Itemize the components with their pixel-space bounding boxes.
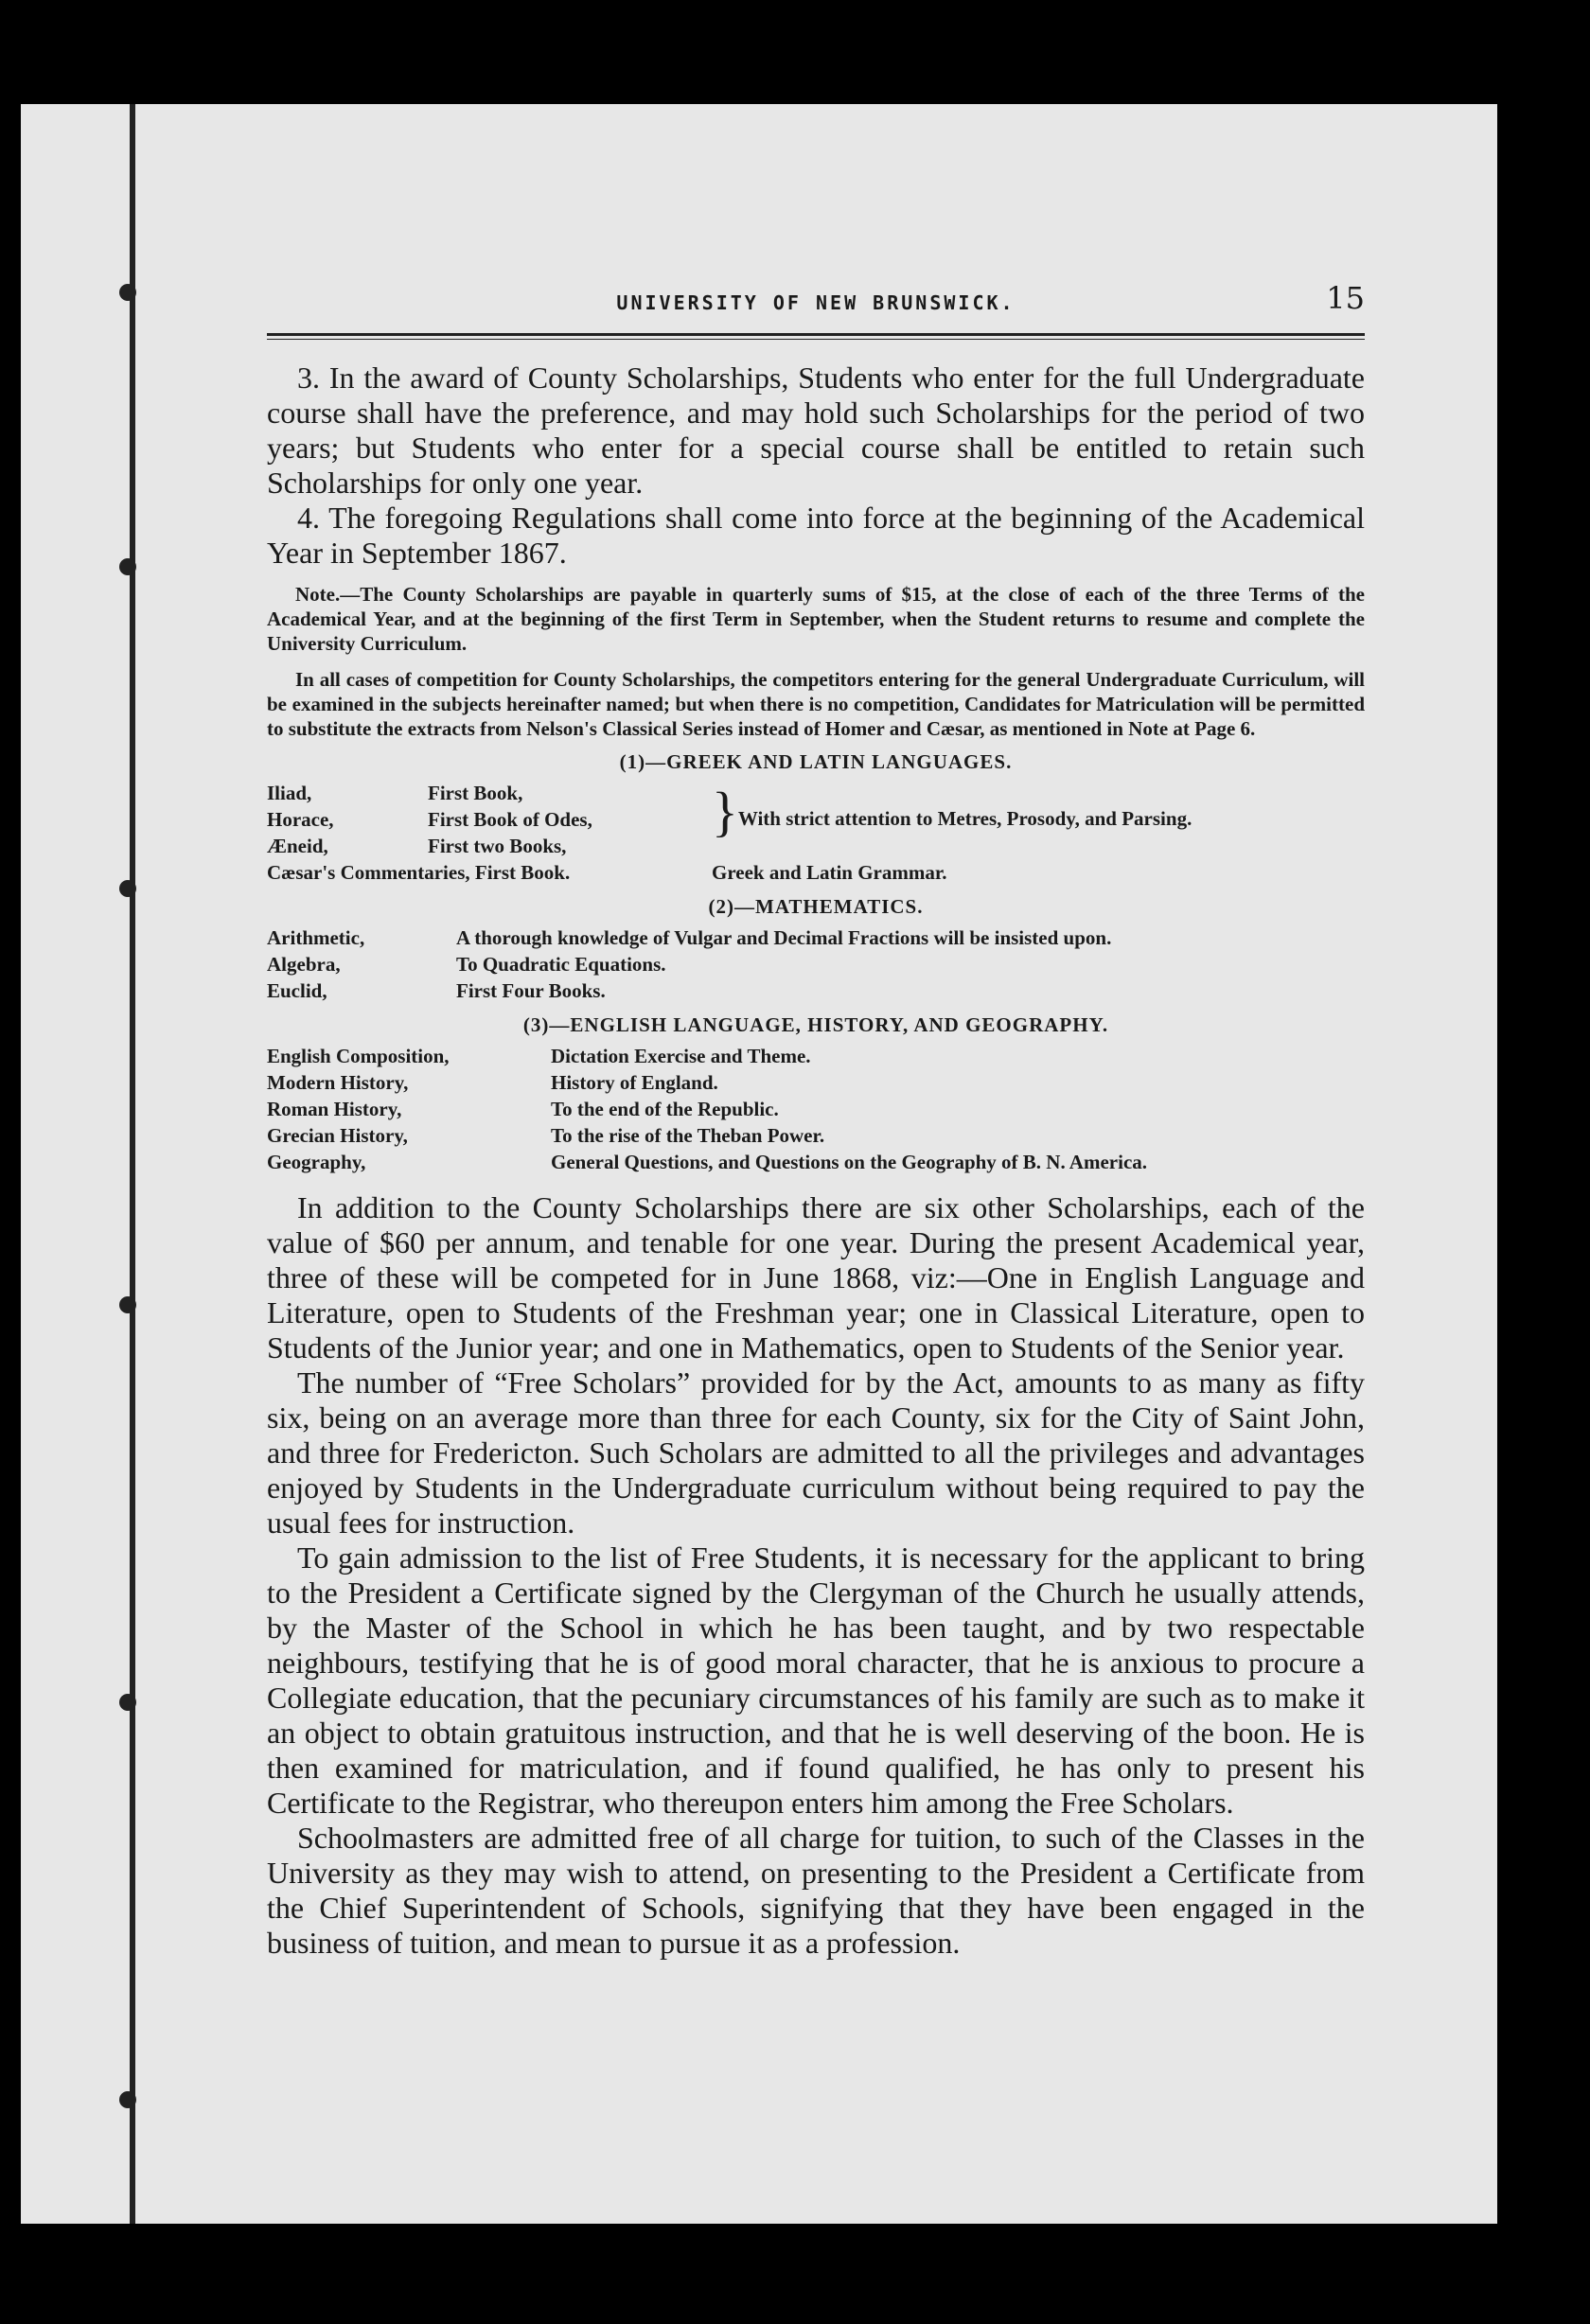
- section-title: (2)—MATHEMATICS.: [708, 895, 924, 918]
- detail-cell: Dictation Exercise and Theme.: [551, 1045, 811, 1067]
- header-title: UNIVERSITY OF NEW BRUNSWICK.: [616, 291, 1016, 314]
- note-paragraph: In all cases of competition for County Scholarships, the competitors entering for the general Undergraduate Curriculum, will be examined in the subjects hereinafter named; but when there is no competition, Candidates for Matriculation will be permitted to substitute the extracts from Nelson's Classical Series instead of Homer and Cæsar, as mentioned in Note at Page 6.: [267, 668, 1365, 740]
- subject-cell: Euclid,: [267, 979, 327, 1002]
- grammar-cell: Greek and Latin Grammar.: [712, 861, 947, 884]
- detail-cell: To Quadratic Equations.: [456, 953, 666, 976]
- detail-cell: To the rise of the Theban Power.: [551, 1124, 825, 1147]
- table-row: [267, 951, 1365, 977]
- subject-cell: Geography,: [267, 1151, 366, 1173]
- detail-cell: General Questions, and Questions on the Geography of B. N. America.: [551, 1151, 1148, 1173]
- subject-cell: English Composition,: [267, 1045, 450, 1067]
- detail-cell: First Four Books.: [456, 979, 606, 1002]
- note-paragraph: Note.—The County Scholarships are payable in quarterly sums of $15, at the close of each of the three Terms of the Academical Year, and at the beginning of the first Term in September, when the Student returns to resume and complete the University Curriculum.: [267, 583, 1365, 655]
- running-header: [267, 274, 1365, 320]
- mathematics-table: [267, 924, 1365, 1004]
- detail-cell: First two Books,: [428, 835, 567, 857]
- table-row: [267, 1149, 1365, 1175]
- table-row: [267, 977, 1365, 1004]
- paragraph: 3. In the award of County Scholarships, Students who enter for the full Undergraduate course shall have the preference, and may hold such Scholarships for the period of two years; but Students who enter for a special course shall be entitled to retain such Scholarships for only one year.: [267, 361, 1365, 500]
- binding-hole: [119, 558, 136, 575]
- table-row: [267, 924, 1365, 951]
- section-title: (3)—ENGLISH LANGUAGE, HISTORY, AND GEOGRAPHY.: [522, 1013, 1109, 1036]
- caesar-cell: Cæsar's Commentaries, First Book.: [267, 861, 571, 884]
- subject-cell: Horace,: [267, 808, 334, 831]
- subject-cell: Iliad,: [267, 782, 312, 804]
- binding-hole: [119, 880, 136, 897]
- detail-cell: First Book of Odes,: [428, 808, 592, 831]
- brace-note-cell: [712, 780, 1365, 859]
- table-row: [267, 1069, 1365, 1096]
- binding-edge: [130, 104, 135, 2224]
- subject-cell: Modern History,: [267, 1071, 409, 1094]
- table-row: [267, 1043, 1365, 1069]
- detail-cell: A thorough knowledge of Vulgar and Decimal Fractions will be insisted upon.: [456, 926, 1112, 949]
- binding-hole: [119, 1296, 136, 1313]
- table-row: [267, 1122, 1365, 1149]
- table-row: [267, 859, 1365, 886]
- english-history-table: [267, 1043, 1365, 1175]
- paragraph: In addition to the County Scholarships there are six other Scholarships, each of the value of $60 per annum, and tenable for one year. During the present Academical year, three of these will be competed for in June 1868, viz:—One in English Language and Literature, open to Students of the Freshman year; one in Classical Literature, open to Students of the Junior year; and one in Mathematics, open to Students of the Senior year.: [267, 1190, 1365, 1364]
- binding-hole: [119, 284, 136, 301]
- paragraph: The number of “Free Scholars” provided for by the Act, amounts to as many as fifty six, being on an average more than three for each County, six for the City of Saint John, and three for Fredericton. Such Scholars are admitted to all the privileges and advantages enjoyed by Students in the Undergraduate curriculum without being required to pay the usual fees for instruction.: [267, 1365, 1365, 1540]
- greek-latin-table: [267, 780, 1365, 886]
- page-content: [267, 274, 1365, 1961]
- detail-cell: History of England.: [551, 1071, 718, 1094]
- subject-cell: Arithmetic,: [267, 926, 365, 949]
- brace-glyph: }: [712, 781, 738, 842]
- header-rule: [267, 333, 1365, 340]
- paragraph: To gain admission to the list of Free Students, it is necessary for the applicant to bring to the President a Certificate signed by the Clergyman of the Church he usually attends, by the Master of the School in which he has been taught, and by two respectable neighbours, testifying that he is of good moral character, that he is anxious to procure a Collegiate education, that the pecuniary circumstances of his family are such as to make it an object to obtain gratuitous instruction, and that he is well deserving of the boon. He is then examined for matriculation, and if found qualified, he has only to present his Certificate to the Registrar, who thereupon enters him among the Free Scholars.: [267, 1541, 1365, 1820]
- detail-cell: First Book,: [428, 782, 523, 804]
- binding-hole: [119, 1694, 136, 1711]
- brace-note: With strict attention to Metres, Prosody, and Parsing.: [737, 807, 1192, 830]
- paragraph: Schoolmasters are admitted free of all charge for tuition, to such of the Classes in the University as they may wish to attend, on presenting to the President a Certificate from the Chief Superintendent of Schools, signifying that they have been engaged in the business of tuition, and mean to pursue it as a profession.: [267, 1821, 1365, 1960]
- subject-cell: Algebra,: [267, 953, 341, 976]
- subject-cell: Æneid,: [267, 835, 328, 857]
- subject-cell: Roman History,: [267, 1098, 402, 1120]
- table-row: [267, 780, 1365, 806]
- page-number: 15: [1326, 280, 1365, 316]
- subject-cell: Grecian History,: [267, 1124, 408, 1147]
- detail-cell: To the end of the Republic.: [551, 1098, 779, 1120]
- paragraph: 4. The foregoing Regulations shall come into force at the beginning of the Academical Year in September 1867.: [267, 501, 1365, 570]
- table-row: [267, 1096, 1365, 1122]
- section-title: (1)—GREEK AND LATIN LANGUAGES.: [619, 750, 1013, 773]
- binding-hole: [119, 2091, 136, 2108]
